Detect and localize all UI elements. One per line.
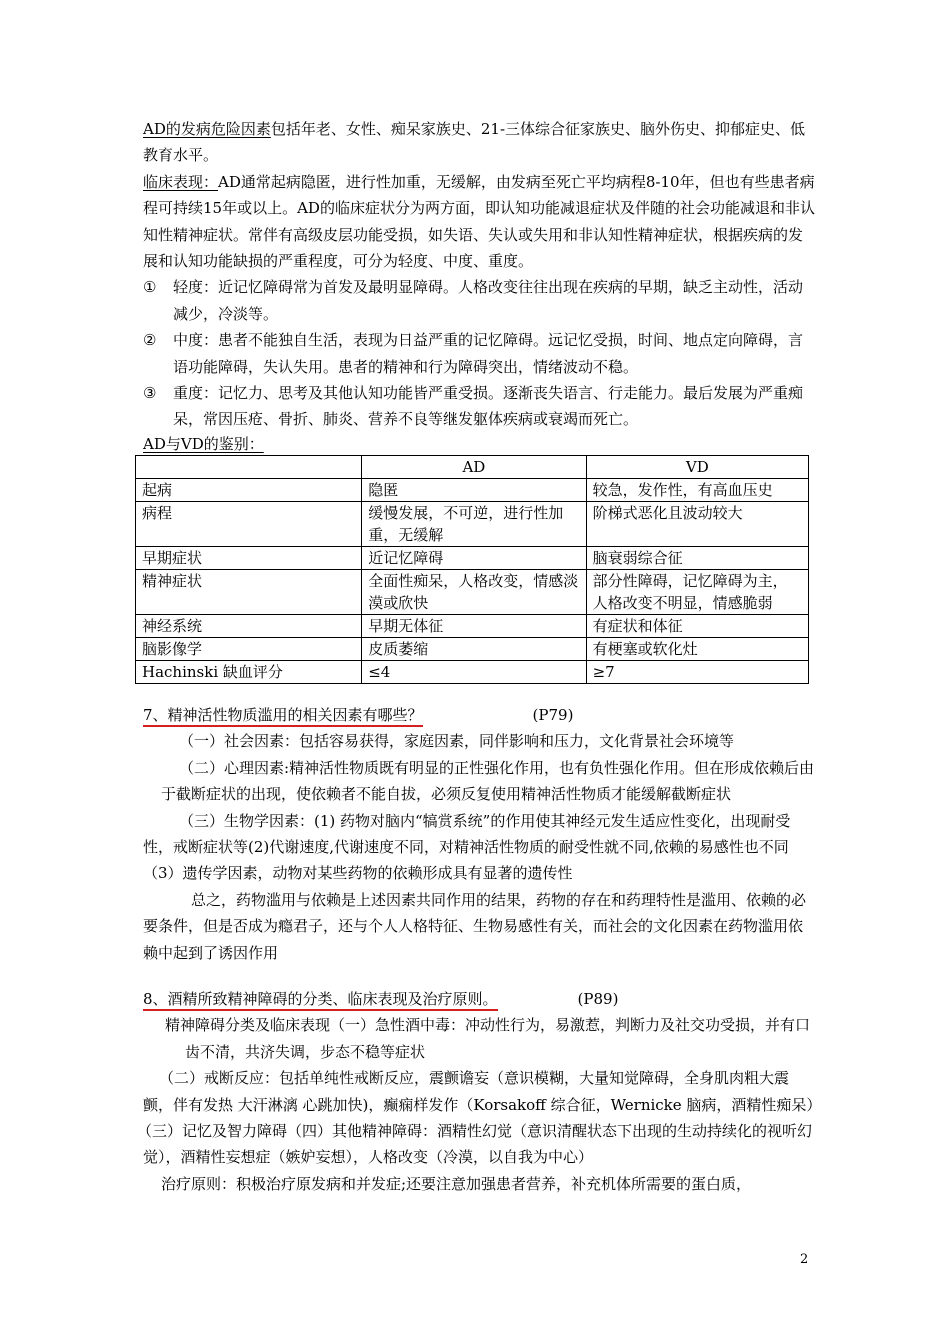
table-cell: 阶梯式恶化且波动较大: [586, 501, 808, 546]
table-header-cell: [136, 455, 362, 478]
stage-item: [143, 274, 815, 327]
section-gap: [143, 684, 815, 702]
table-cell: 有症状和体征: [586, 614, 808, 637]
stage-number: ①: [143, 278, 157, 297]
risk-factors-paragraph: [143, 116, 815, 169]
table-cell: 精神症状: [136, 569, 362, 614]
stage-number: ②: [143, 331, 157, 350]
q8-memory-other: （三）记忆及智力障碍（四）其他精神障碍：酒精性幻觉（意识清醒状态下出现的生动持续化的视听幻觉），酒精性妄想症（嫉妒妄想），人格改变（冷漠，以自我为中心）: [137, 1121, 813, 1167]
table-header-row: [136, 455, 809, 478]
table-cell: 皮质萎缩: [362, 637, 586, 660]
q7-bio-factors: （三）生物学因素：(1) 药物对脑内“犒赏系统”的作用使其神经元发生适应性变化，出现耐受性，戒断症状等(2)代谢速度,代谢速度不同，对精神活性物质的耐受性就不同,依赖的易感性也不同（3）遗传学因素，动物对某些药物的依赖形成具有显著的遗传性: [143, 811, 791, 883]
table-cell: Hachinski 缺血评分: [136, 660, 362, 683]
q8-acute-intoxication: 精神障碍分类及临床表现（一）急性酒中毒：冲动性行为，易激惹，判断力及社交功受损，并有口齿不清，共济失调，步态不稳等症状: [165, 1016, 811, 1061]
q8-treatment: 治疗原则：积极治疗原发病和并发症;还要注意加强患者营养，补充机体所需要的蛋白质，: [161, 1174, 752, 1193]
table-row: [136, 660, 809, 683]
table-row: [136, 478, 809, 501]
table-cell: 病程: [136, 501, 362, 546]
section-gap: [143, 966, 815, 986]
table-row: [136, 614, 809, 637]
q8-heading: [143, 986, 815, 1012]
table-header-cell: VD: [586, 455, 808, 478]
table-row: [136, 637, 809, 660]
table-cell: 神经系统: [136, 614, 362, 637]
table-cell: 早期无体征: [362, 614, 586, 637]
stage-item: [143, 327, 815, 380]
stage-text: 重度：记忆力、思考及其他认知功能皆严重受损。逐渐丧失语言、行走能力。最后发展为严重痴呆，常因压疮、骨折、肺炎、营养不良等继发躯体疾病或衰竭而死亡。: [173, 384, 804, 429]
ad-vd-comparison-table: [135, 455, 809, 684]
table-cell: 全面性痴呆，人格改变，情感淡漠或欣快: [362, 569, 586, 614]
risk-factors-label: AD的发病危险因素: [143, 120, 271, 138]
q7-social-factors: （一）社会因素：包括容易获得，家庭因素，同伴影响和压力，文化背景社会环境等: [179, 732, 735, 751]
stage-number: ③: [143, 384, 157, 403]
table-row: [136, 546, 809, 569]
q7-heading: [143, 702, 815, 728]
table-cell: 起病: [136, 478, 362, 501]
table-cell: ≥7: [586, 660, 808, 683]
q8-withdrawal: （二）戒断反应：包括单纯性戒断反应，震颤谵妄（意识模糊，大量知觉障碍，全身肌肉粗大震颤，伴有发热 大汗淋漓 心跳加快)，癫痫样发作（Korsakoff 综合征，Wernicke 脑病，酒精性痴呆）: [143, 1069, 822, 1114]
q7-page-ref: (P79): [532, 705, 574, 724]
document-page: [137, 116, 822, 1197]
table-cell: 缓慢发展，不可逆，进行性加重，无缓解: [362, 501, 586, 546]
q7-psych-factors: （二）心理因素:精神活性物质既有明显的正性强化作用，也有负性强化作用。但在形成依赖后由于截断症状的出现，使依赖者不能自拔，必须反复使用精神活性物质才能缓解截断症状: [161, 758, 815, 804]
table-row: [136, 501, 809, 546]
q8-title: 8、酒精所致精神障碍的分类、临床表现及治疗原则。: [143, 990, 498, 1011]
clinical-paragraph: [143, 169, 815, 275]
stage-text: 中度：患者不能独自生活，表现为日益严重的记忆障碍。远记忆受损，时间、地点定向障碍，言语功能障碍，失认失用。患者的精神和行为障碍突出，情绪波动不稳。: [173, 331, 804, 376]
table-cell: 脑影像学: [136, 637, 362, 660]
table-cell: 较急，发作性，有高血压史: [586, 478, 808, 501]
q8-page-ref: (P89): [577, 989, 619, 1008]
table-cell: 近记忆障碍: [362, 546, 586, 569]
table-caption: AD与VD的鉴别：: [143, 434, 264, 453]
clinical-label: 临床表现：: [143, 172, 219, 191]
q7-title: 7、精神活性物质滥用的相关因素有哪些？: [143, 706, 423, 727]
q7-summary: 总之，药物滥用与依赖是上述因素共同作用的结果，药物的存在和药理特性是滥用、依赖的必要条件，但是否成为瘾君子，还与个人人格特征、生物易感性有关，而社会的文化因素在药物滥用依赖中起到了诱因作用: [143, 890, 807, 962]
clinical-text: AD通常起病隐匿，进行性加重，无缓解，由发病至死亡平均病程8-10年，但也有些患者病程可持续15年或以上。AD的临床症状分为两方面，即认知功能减退症状及伴随的社会功能减退和非认知性精神症状。常伴有高级皮层功能受损，如失语、失认或失用和非认知性精神症状，根据疾病的发展和认知功能缺损的严重程度，可分为轻度、中度、重度。: [143, 172, 815, 271]
table-cell: 脑衰弱综合征: [586, 546, 808, 569]
table-cell: 早期症状: [136, 546, 362, 569]
table-row: [136, 569, 809, 614]
page-number: 2: [800, 1252, 809, 1267]
table-cell: ≤4: [362, 660, 586, 683]
risk-factors-text: 包括年老、女性、痴呆家族史、21-三体综合征家族史、脑外伤史、抑郁症史、低教育水平。: [143, 120, 806, 165]
table-cell: 隐匿: [362, 478, 586, 501]
stage-item: [143, 380, 815, 433]
stage-text: 轻度：近记忆障碍常为首发及最明显障碍。人格改变往往出现在疾病的早期，缺乏主动性，活动减少，冷淡等。: [173, 278, 804, 323]
table-header-cell: AD: [362, 455, 586, 478]
table-cell: 部分性障碍，记忆障碍为主，人格改变不明显，情感脆弱: [586, 569, 808, 614]
table-cell: 有梗塞或软化灶: [586, 637, 808, 660]
